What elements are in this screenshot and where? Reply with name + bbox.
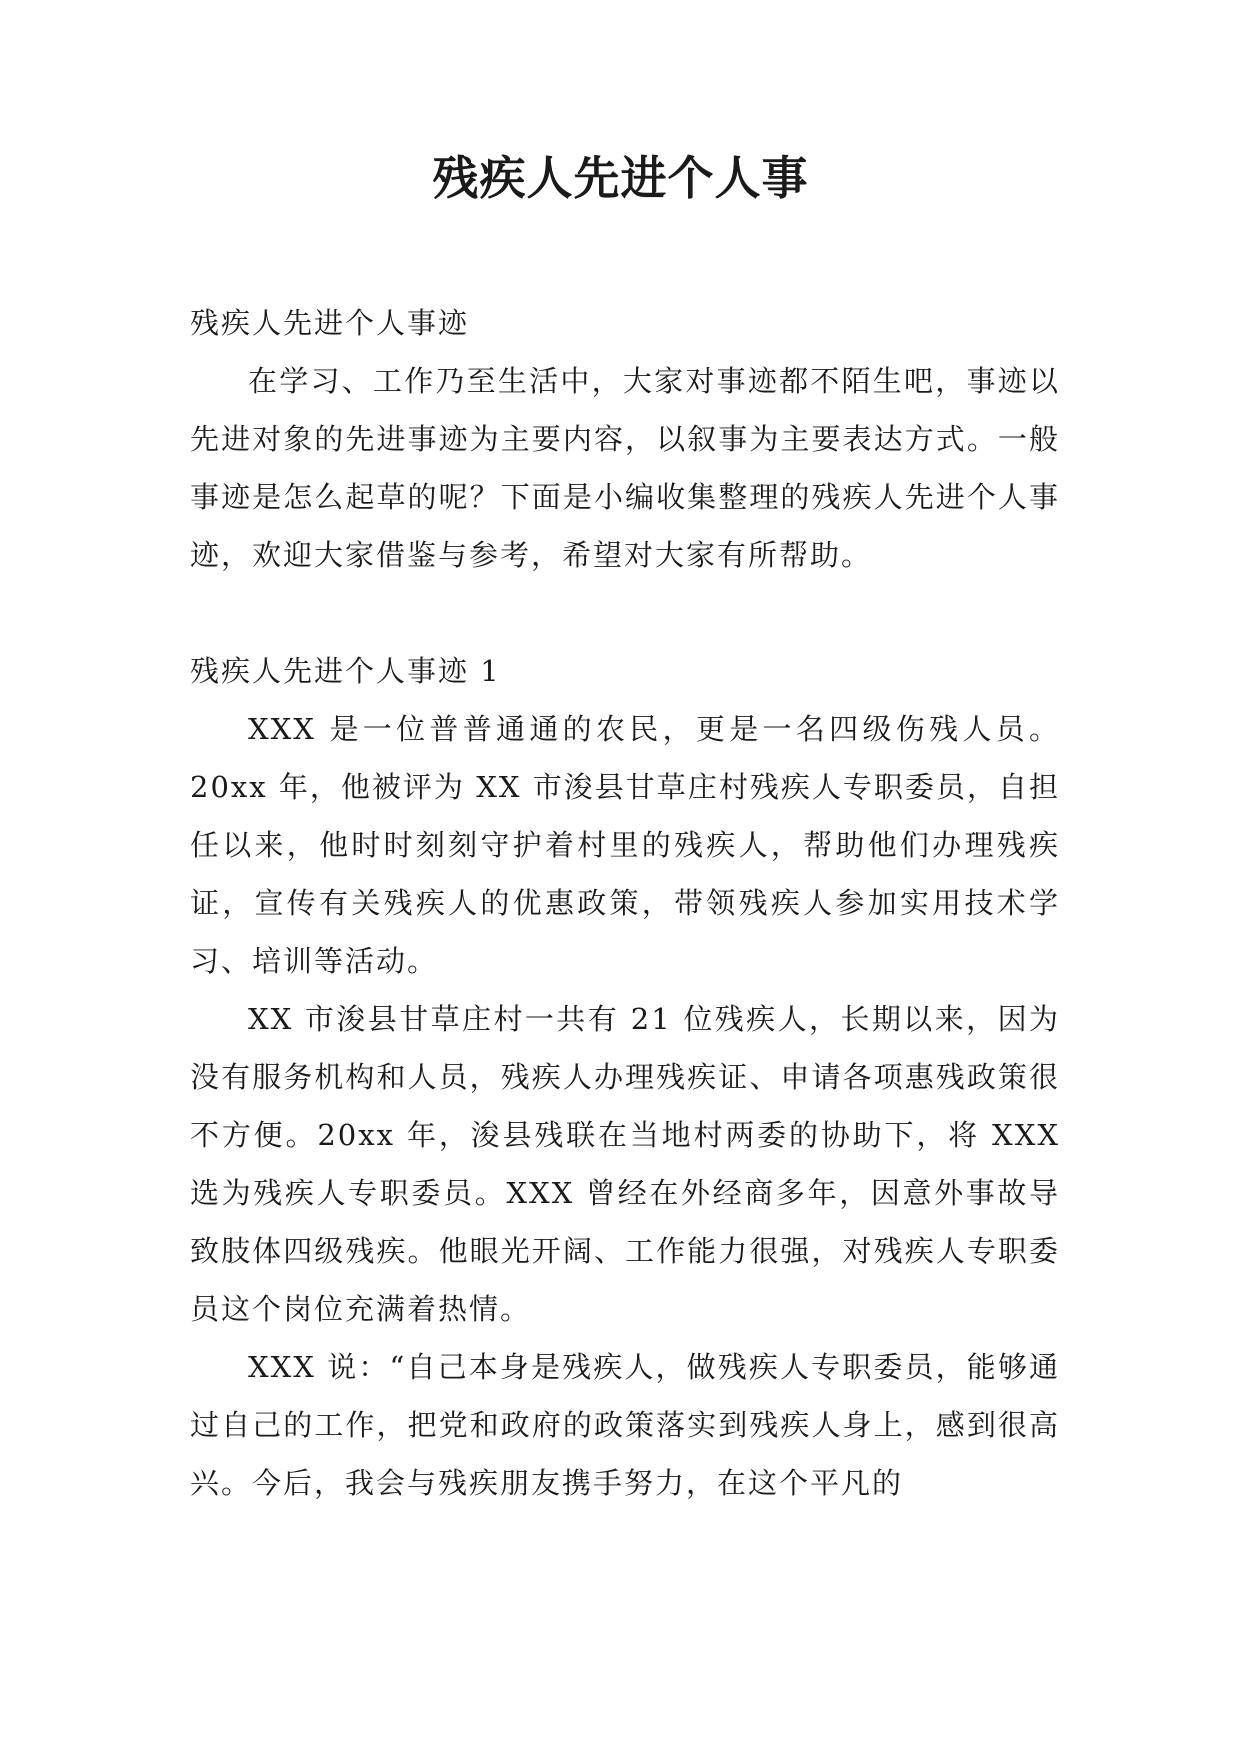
- section-heading: 残疾人先进个人事迹 1: [190, 654, 501, 688]
- body-paragraph-1: XXX 是一位普普通通的农民，更是一名四级伤残人员。20xx 年，他被评为 XX 市浚县甘草庄村残疾人专职委员，自担任以来，他时时刻刻守护着村里的残疾人，帮助他们办理残疾证，宣传有关残疾人的优惠政策，带领残疾人参加实用技术学习、培训等活动。: [190, 712, 1060, 978]
- body-paragraph-3: XXX 说：“自己本身是残疾人，做残疾人专职委员，能够通过自己的工作，把党和政府的政策落实到残疾人身上，感到很高兴。今后，我会与残疾朋友携手努力，在这个平凡的: [190, 1350, 1060, 1500]
- intro-heading: 残疾人先进个人事迹: [190, 306, 470, 340]
- document-body: [190, 294, 1060, 1512]
- body-paragraph-2: XX 市浚县甘草庄村一共有 21 位残疾人，长期以来，因为没有服务机构和人员，残疾人办理残疾证、申请各项惠残政策很不方便。20xx 年，浚县残联在当地村两委的协助下，将 XXX 选为残疾人专职委员。XXX 曾经在外经商多年，因意外事故导致肢体四级残疾。他眼光开阔、工作能力很强，对残疾人专职委员这个岗位充满着热情。: [190, 1002, 1060, 1326]
- section-spacer: [190, 584, 1060, 642]
- document-title: 残疾人先进个人事: [432, 151, 809, 205]
- intro-paragraph: 在学习、工作乃至生活中，大家对事迹都不陌生吧，事迹以先进对象的先进事迹为主要内容，以叙事为主要表达方式。一般事迹是怎么起草的呢？下面是小编收集整理的残疾人先进个人事迹，欢迎大家借鉴与参考，希望对大家有所帮助。: [190, 364, 1060, 572]
